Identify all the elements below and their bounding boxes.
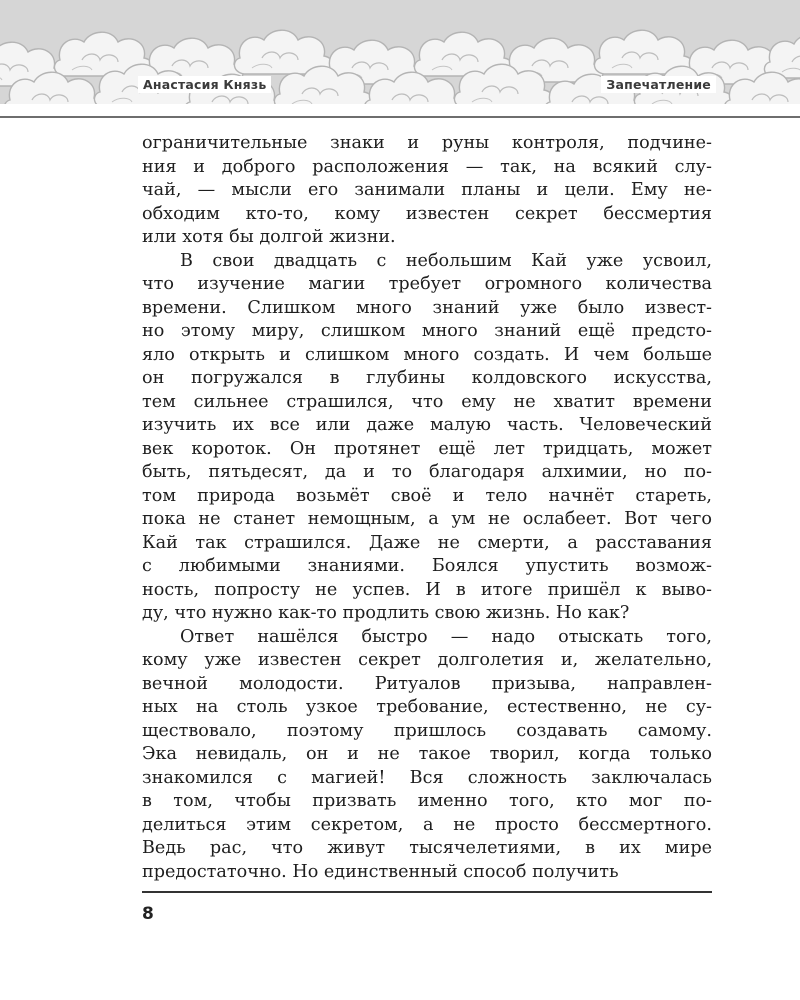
text-line: но этому миру, слишком много знаний ещё предсто- — [142, 321, 712, 341]
text-line: ществовало, поэтому пришлось создавать самому. — [142, 720, 712, 741]
text-line: ду, что нужно как-то продлить свою жизнь. Но как? — [142, 603, 630, 623]
text-line: том природа возьмёт своё и тело начнёт стареть, — [142, 485, 712, 506]
text-line: обходим кто-то, кому известен секрет бессмертия — [142, 203, 712, 224]
text-line: чай, — мысли его занимали планы и цели. Ему не- — [142, 180, 712, 200]
page-header — [0, 0, 800, 118]
text-line: делиться этим секретом, а не просто бессмертного. — [142, 814, 712, 835]
text-line: что изучение магии требует огромного количества — [142, 274, 712, 294]
text-line: с любимыми знаниями. Боялся упустить возмож- — [142, 556, 712, 576]
text-line: ограничительные знаки и руны контроля, подчине- — [142, 133, 712, 153]
footer-rule — [142, 891, 712, 893]
page-number: 8 — [142, 904, 154, 924]
text-line: знакомился с магией! Вся сложность заключалась — [142, 767, 712, 788]
text-line: пока не станет немощным, а ум не ослабеет. Вот чего — [142, 509, 712, 529]
text-line: или хотя бы долгой жизни. — [142, 227, 396, 247]
text-line: Эка невидаль, он и не такое творил, когда только — [142, 744, 712, 764]
text-line: Ответ нашёлся быстро — надо отыскать того, — [180, 626, 712, 647]
text-line: времени. Слишком много знаний уже было извест- — [142, 297, 712, 318]
text-line: яло открыть и слишком много создать. И чем больше — [142, 344, 712, 365]
text-line: предостаточно. Но единственный способ получить — [142, 861, 619, 882]
header-rule — [0, 116, 800, 118]
text-line: Ведь рас, что живут тысячелетиями, в их мире — [142, 838, 712, 858]
text-line: ния и доброго расположения — так, на всякий слу- — [142, 156, 712, 177]
text-line: вечной молодости. Ритуалов призыва, направлен- — [142, 673, 712, 694]
paragraph — [142, 626, 712, 885]
running-head-title: Запечатление — [601, 76, 716, 93]
cloud-ornament-icon — [0, 0, 800, 118]
text-line: тем сильнее страшился, что ему не хватит времени — [142, 391, 712, 412]
text-line: В свои двадцать с небольшим Кай уже усвоил, — [180, 250, 712, 271]
text-line: кому уже известен секрет долголетия и, желательно, — [142, 650, 712, 670]
text-line: он погружался в глубины колдовского искусства, — [142, 368, 712, 388]
text-line: ных на столь узкое требование, естественно, не су- — [142, 697, 712, 717]
text-line: быть, пятьдесят, да и то благодаря алхимии, но по- — [142, 462, 712, 482]
text-line: изучить их все или даже малую часть. Человеческий — [142, 415, 712, 435]
paragraph — [142, 132, 712, 250]
text-line: Кай так страшился. Даже не смерти, а расставания — [142, 532, 712, 553]
body-text — [142, 132, 712, 884]
text-line: век короток. Он протянет ещё лет тридцать, может — [142, 438, 712, 459]
text-line: в том, чтобы призвать именно того, кто мог по- — [142, 791, 712, 811]
text-line: ность, попросту не успев. И в итоге пришёл к выво- — [142, 579, 712, 600]
paragraph — [142, 250, 712, 626]
running-head-author: Анастасия Князь — [138, 76, 271, 93]
